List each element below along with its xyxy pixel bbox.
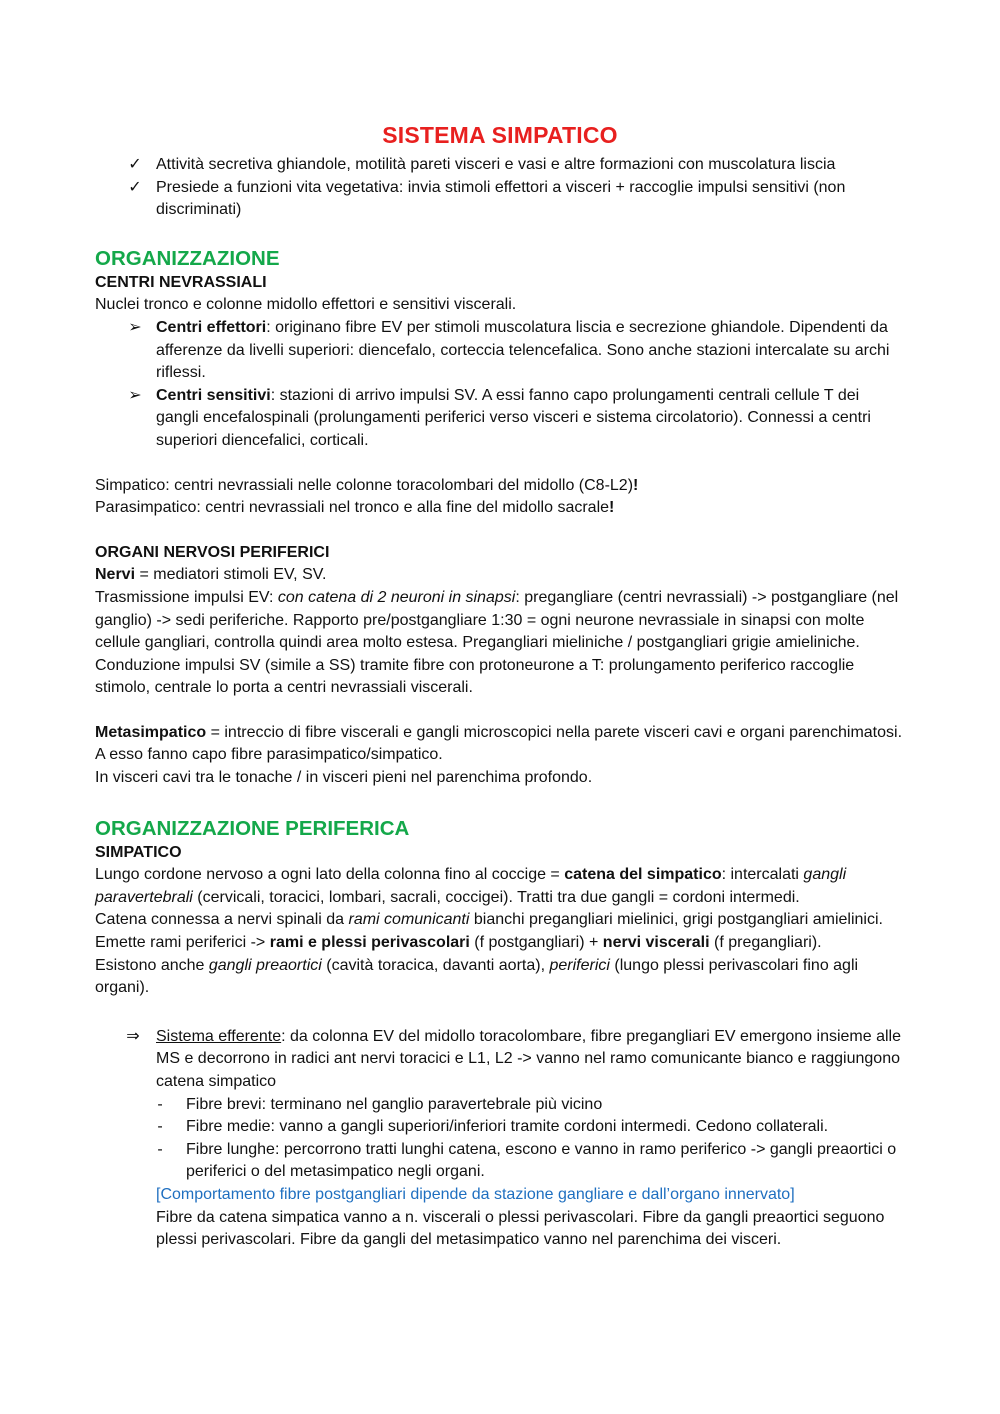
arrowhead-bullet-icon: ➢ [128, 386, 142, 404]
text-simpatico: Simpatico: centri nevrassiali nelle colonne toracolombari del midollo (C8-L2) [95, 476, 634, 494]
text: = intreccio di fibre viscerali e gangli microscopici nella parete visceri cavi e organi parenchimatosi. A esso fanno capo fibre parasimpatico/simpatico. [95, 723, 903, 764]
page-title: SISTEMA SIMPATICO [382, 122, 618, 148]
paragraph [95, 864, 905, 909]
paragraph [95, 587, 905, 655]
list-item [95, 154, 905, 177]
note-text: [Comportamento fibre postgangliari dipende da stazione gangliare e dall’organo innervato] [156, 1185, 795, 1203]
text: Trasmissione impulsi EV: [95, 588, 278, 606]
text: bianchi pregangliari mielinici, grigi postgangliari amielinici. [469, 911, 883, 929]
text: : intercalati [721, 866, 804, 884]
term: Centri sensitivi [156, 386, 271, 404]
italic-text: rami comunicanti [348, 911, 470, 929]
subheading-simpatico: SIMPATICO [95, 843, 182, 861]
intro-list [95, 154, 905, 222]
term: catena del simpatico [564, 866, 722, 884]
subheading-organi-nervosi-periferici: ORGANI NERVOSI PERIFERICI [95, 543, 330, 561]
paragraph [95, 564, 905, 587]
list-item [95, 1116, 905, 1139]
paragraph: Nuclei tronco e colonne midollo effettori e sensitivi viscerali. [95, 296, 517, 314]
section-heading-organizzazione-periferica: ORGANIZZAZIONE PERIFERICA [95, 816, 410, 840]
double-arrow-icon: ⇒ [126, 1027, 140, 1045]
subheading-centri-nevrassiali: CENTRI NEVRASSIALI [95, 273, 267, 291]
arrowhead-bullet-icon: ➢ [128, 318, 142, 336]
list-item-sistema-efferente [95, 1026, 905, 1094]
paragraph: In visceri cavi tra le tonache / in visceri pieni nel parenchima profondo. [95, 769, 593, 787]
section-heading-organizzazione: ORGANIZZAZIONE [95, 246, 280, 270]
list-item-centri-sensitivi [95, 385, 905, 453]
term: Centri effettori [156, 318, 267, 336]
list-item-text: Fibre brevi: terminano nel ganglio paravertebrale più vicino [186, 1095, 603, 1113]
dash-bullet-icon: - [157, 1095, 163, 1113]
text-parasimpatico: Parasimpatico: centri nevrassiali nel tronco e alla fine del midollo sacrale [95, 499, 610, 517]
list-item [95, 1139, 905, 1184]
paragraph: Conduzione impulsi SV (simile a SS) tramite fibre con protoneurone a T: prolungamento periferico raccoglie stimolo, centrale lo porta a centri nevrassiali viscerali. [95, 656, 855, 697]
list-item-text: : originano fibre EV per stimoli muscolatura liscia e secrezione ghiandole. Dipendenti da afferenze da livelli superiori: diencefalo, corteccia telencefalica. Sono anche stazioni intercalate su archi riflessi. [156, 318, 890, 382]
list-item [95, 1094, 905, 1117]
list-item [95, 177, 905, 222]
text: (f pregangliari). [709, 934, 822, 952]
term: Metasimpatico [95, 723, 207, 741]
underlined-term: Sistema efferente [156, 1027, 282, 1045]
text: Esistono anche [95, 956, 209, 974]
text: Lungo cordone nervoso a ogni lato della colonna fino al coccige = [95, 866, 565, 884]
list-item-text: : stazioni di arrivo impulsi SV. A essi fanno capo prolungamenti centrali cellule T dei gangli encefalospinali (prolungamenti periferici verso visceri e sistema circolatorio). Connessi a centri superiori diencefalici, corticali. [156, 386, 871, 449]
checkmark-icon: ✓ [128, 178, 142, 196]
checkmark-icon: ✓ [128, 156, 142, 173]
list-item-text: Fibre medie: vanno a gangli superiori/inferiori tramite cordoni intermedi. Cedono collaterali. [186, 1118, 829, 1136]
paragraph [95, 909, 905, 932]
italic-text: periferici [549, 956, 610, 974]
term: nervi viscerali [602, 934, 710, 952]
text: (cervicali, toracici, lombari, sacrali, coccigei). Tratti tra due gangli = cordoni intermedi. [192, 888, 800, 906]
dash-bullet-icon: - [157, 1140, 163, 1158]
list-item-text: Attività secretiva ghiandole, motilità pareti visceri e vasi e altre formazioni con muscolatura liscia [156, 156, 836, 173]
text: (f postgangliari) + [469, 934, 603, 952]
list-item-text: Fibre lunghe: percorrono tratti lunghi catena, escono e vanno in ramo periferico -> gangli preaortici o periferici o del metasimpatico negli organi. [186, 1140, 897, 1181]
text: (lungo plessi perivascolari fino agli organi). [95, 956, 859, 997]
italic-text: con catena di 2 neuroni in sinapsi [277, 588, 516, 606]
text: (cavità toracica, davanti aorta), [321, 956, 550, 974]
italic-text: gangli paravertebrali [95, 866, 847, 906]
text: Emette rami periferici -> [95, 934, 270, 952]
dash-bullet-icon: - [157, 1118, 163, 1136]
text: : pregangliare (centri nevrassiali) -> postgangliare (nel ganglio) -> sedi periferiche. Rapporto pre/postgangliare 1:30 = ogni neurone nevrassiale in sinapsi con molte cellule gangliari, controlla quindi area molto estesa. Pregangliari mieliniche / postgangliari grigie amieliniche. [95, 588, 899, 652]
text: = mediatori stimoli EV, SV. [135, 566, 327, 584]
paragraph [95, 475, 905, 498]
list-item-centri-effettori [95, 317, 905, 385]
paragraph [95, 955, 905, 1000]
italic-text: gangli preaortici [208, 956, 322, 974]
paragraph [95, 932, 905, 955]
text: : da colonna EV del midollo toracolombare, fibre pregangliari EV emergono insieme alle MS e decorrono in radici ant nervi toracici e L1, L2 -> vanno nel ramo comunicante bianco e raggiungono catena simpatico [156, 1027, 902, 1090]
term: rami e plessi perivascolari [269, 934, 470, 952]
text: Catena connessa a nervi spinali da [95, 911, 349, 929]
list-item-text: Presiede a funzioni vita vegetativa: invia stimoli effettori a visceri + raccoglie impulsi sensitivi (non discriminati) [156, 178, 846, 219]
exclamation: ! [609, 499, 615, 517]
paragraph: Fibre da catena simpatica vanno a n. viscerali o plessi perivascolari. Fibre da gangli preaortici seguono plessi perivascolari. Fibre da gangli del metasimpatico vanno nel parenchima dei visceri. [156, 1208, 885, 1249]
term: Nervi [95, 566, 136, 584]
exclamation: ! [633, 476, 639, 494]
paragraph [95, 722, 905, 767]
paragraph [95, 497, 905, 520]
